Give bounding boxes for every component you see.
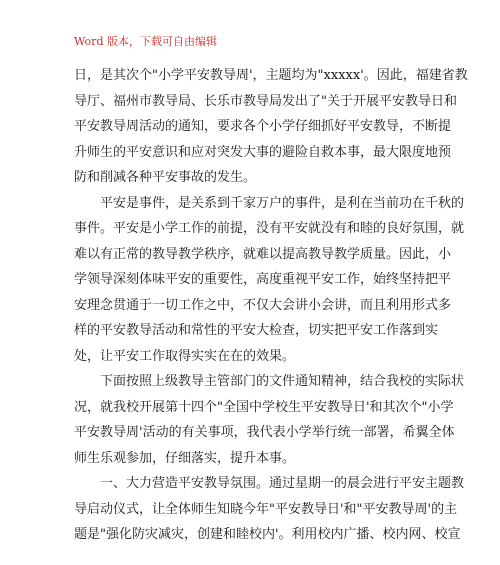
text-line: 平安教导周活动的通知，要求各个小学仔细抓好平安教导，不断提 — [74, 119, 452, 134]
page-header — [74, 35, 217, 49]
paragraph-1 — [74, 63, 468, 191]
paragraph-4 — [74, 471, 465, 548]
text-line: 下面按照上级教导主管部门的文件通知精神，结合我校的实际状 — [100, 374, 465, 389]
document-body — [74, 63, 468, 548]
text-line: 事件。平安是小学工作的前提，没有平安就没有和睦的良好氛围，就 — [74, 221, 465, 236]
text-line: 难以有正常的教导教学秩序，就难以提高教导教学质量。因此，小 — [74, 246, 452, 262]
header-brand: Word — [74, 35, 104, 48]
text-line: 平安是事件，是关系到千家万户的事件，是利在当前功在千秋的 — [100, 195, 465, 211]
header-text: 版本，下载可自由编辑 — [106, 35, 217, 48]
text-line: 平安教导周'活动的有关事项，我代表小学举行统一部署，希翼全体 — [74, 425, 455, 440]
text-line: 一、大力营造平安教导氛围。通过星期一的晨会进行平安主题教 — [100, 476, 465, 491]
paragraph-3 — [74, 369, 465, 471]
text-line: 导启动仪式，让全体师生知晓今年"平安教导日'和"平安教导周'的主 — [74, 501, 458, 517]
text-line: 题是"强化防灾减灾，创建和睦校内'。利用校内广播、校内网、校宣 — [74, 527, 461, 542]
text-line: 师生乐观参加，仔细落实，提升本事。 — [74, 450, 296, 466]
text-line: 安理念贯通于一切工作之中，不仅大会讲小会讲，而且利用形式多 — [74, 297, 452, 313]
text-line: 处，让平安工作取得实实在在的效果。 — [74, 348, 296, 364]
paragraph-2 — [74, 191, 465, 370]
text-line: 防和削减各种平安事故的发生。 — [74, 170, 257, 185]
text-line: 况，就我校开展第十四个"全国中学校生平安教导日'和其次个"小学 — [74, 399, 454, 415]
text-line: 导厅、福州市教导局、长乐市教导局发出了"关于开展平安教导日和 — [74, 93, 457, 109]
text-line: 升师生的平安意识和应对突发大事的避险自救本事，最大限度地预 — [74, 144, 452, 160]
text-line: 学领导深刻体味平安的重要性，高度重视平安工作，始终坚持把平 — [74, 272, 452, 287]
text-line: 日，是其次个"小学平安教导周'，主题均为"xxxxx'。因此，福建省教 — [74, 68, 468, 83]
text-line: 样的平安教导活动和常性的平安大检查，切实把平安工作落到实 — [74, 323, 439, 338]
